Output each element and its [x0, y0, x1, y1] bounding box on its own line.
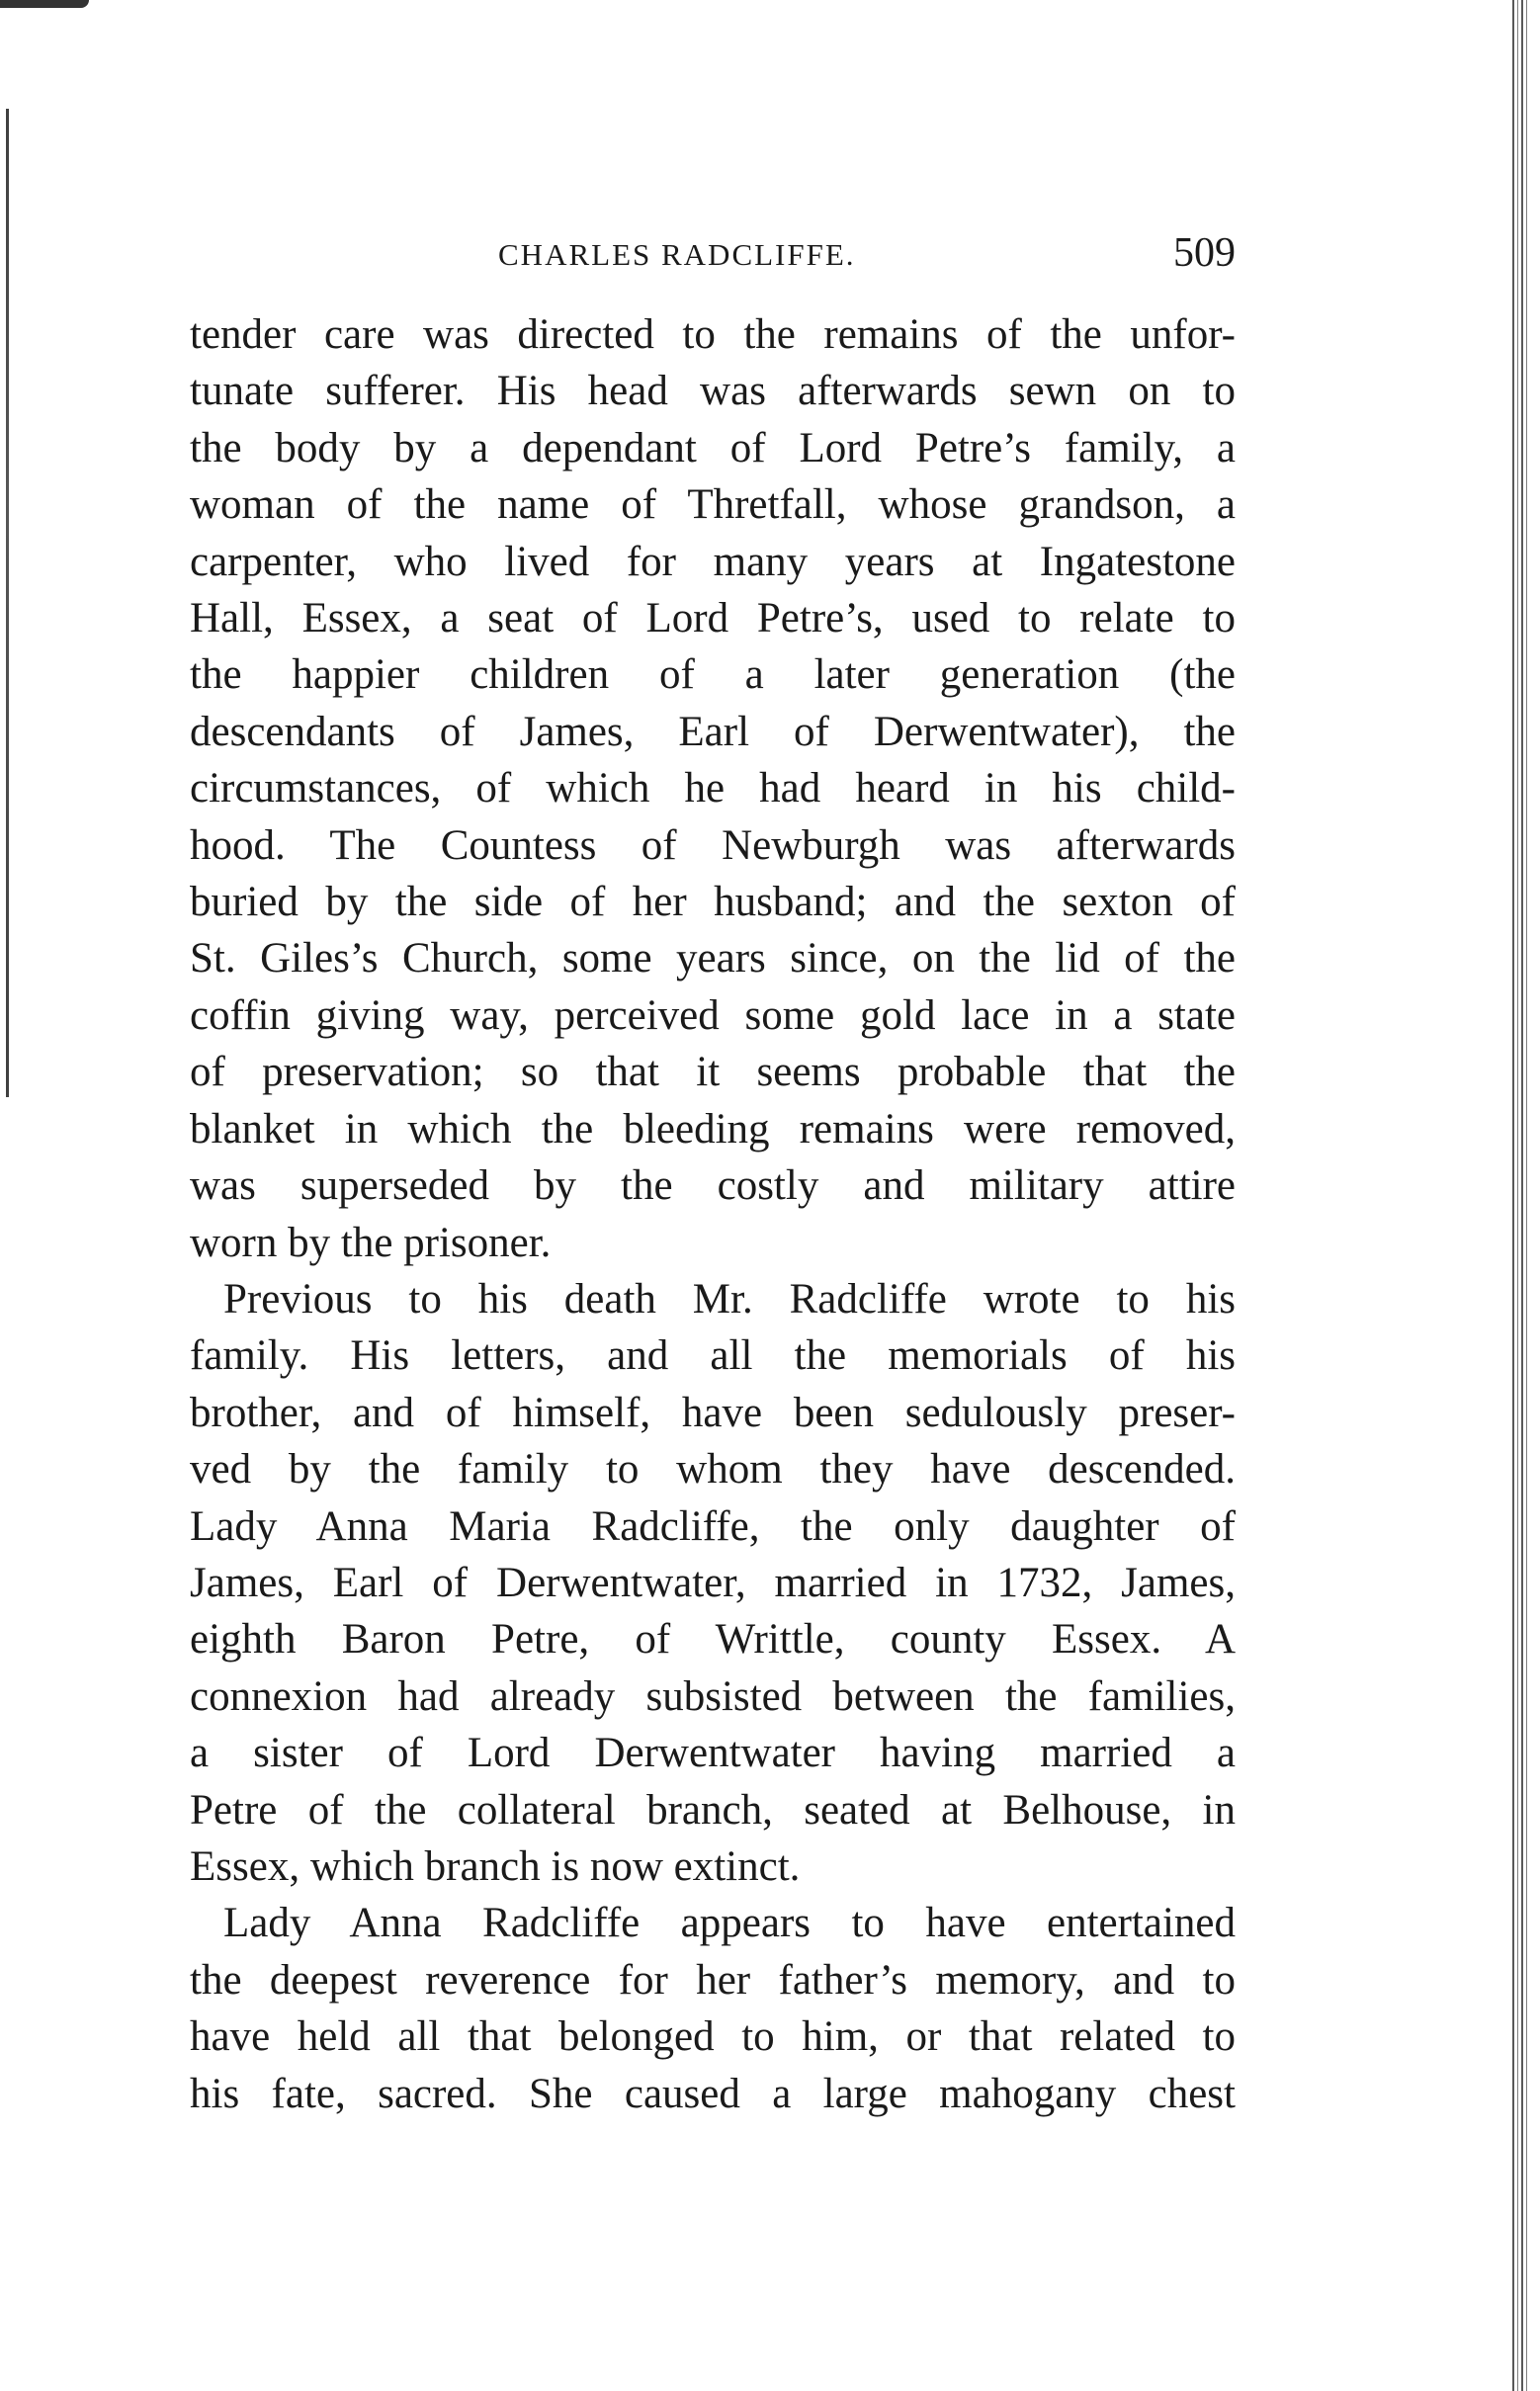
text-line: a sister of Lord Derwentwater having married a [190, 1730, 1236, 1777]
text-line: tender care was directed to the remains of the unfor- [190, 311, 1236, 358]
book-page [190, 230, 1236, 2122]
page-number: 509 [1173, 230, 1236, 276]
text-line: the happier children of a later generation (the [190, 651, 1236, 699]
text-line: tunate sufferer. His head was afterwards sewn on to [190, 368, 1236, 415]
text-line: was superseded by the costly and military attire [190, 1162, 1236, 1210]
text-line: buried by the side of her husband; and the sexton of [190, 879, 1236, 926]
text-line: ved by the family to whom they have descended. [190, 1446, 1236, 1494]
text-line: Previous to his death Mr. Radcliffe wrote to his [223, 1275, 1236, 1323]
paragraph-3 [190, 1895, 1236, 2122]
text-line: of preservation; so that it seems probable that the [190, 1049, 1236, 1096]
text-line: Lady Anna Maria Radcliffe, the only daughter of [190, 1502, 1236, 1550]
text-line: descendants of James, Earl of Derwentwater), the [190, 708, 1236, 755]
body-text [190, 306, 1236, 2122]
text-line: coffin giving way, perceived some gold lace in a state [190, 991, 1236, 1039]
text-line: woman of the name of Thretfall, whose grandson, a [190, 481, 1236, 529]
text-line: brother, and of himself, have been sedulously preser- [190, 1389, 1236, 1436]
text-line: connexion had already subsisted between the families, [190, 1672, 1236, 1720]
text-line: Lady Anna Radcliffe appears to have entertained [223, 1900, 1236, 1947]
scan-artifact-corner [0, 0, 89, 8]
text-line: Petre of the collateral branch, seated at Belhouse, in [190, 1786, 1236, 1834]
running-title: CHARLES RADCLIFFE. [498, 237, 856, 272]
text-line: James, Earl of Derwentwater, married in 1732, James, [190, 1559, 1236, 1606]
paragraph-2 [190, 1271, 1236, 1895]
text-line: the body by a dependant of Lord Petre’s family, a [190, 424, 1236, 471]
text-line: his fate, sacred. She caused a large mahogany chest [190, 2070, 1236, 2117]
text-line: circumstances, of which he had heard in his child- [190, 765, 1236, 812]
text-line: hood. The Countess of Newburgh was afterwards [190, 821, 1236, 869]
scan-artifact-left-edge [6, 109, 9, 1097]
text-line: worn by the prisoner. [190, 1219, 552, 1266]
text-line: St. Giles’s Church, some years since, on the lid of the [190, 935, 1236, 982]
text-line: carpenter, who lived for many years at Ingatestone [190, 538, 1236, 585]
text-line: blanket in which the bleeding remains were removed, [190, 1105, 1236, 1153]
text-line: family. His letters, and all the memorials of his [190, 1332, 1236, 1380]
scan-artifact-right-edge [1512, 0, 1530, 2391]
text-line: Hall, Essex, a seat of Lord Petre’s, used to relate to [190, 595, 1236, 642]
text-line: have held all that belonged to him, or that related to [190, 2013, 1236, 2061]
text-line: eighth Baron Petre, of Writtle, county Essex. A [190, 1616, 1236, 1664]
running-head [190, 230, 1236, 306]
paragraph-1 [190, 306, 1236, 1271]
text-line: Essex, which branch is now extinct. [190, 1842, 801, 1890]
text-line: the deepest reverence for her father’s memory, and to [190, 1956, 1236, 2004]
